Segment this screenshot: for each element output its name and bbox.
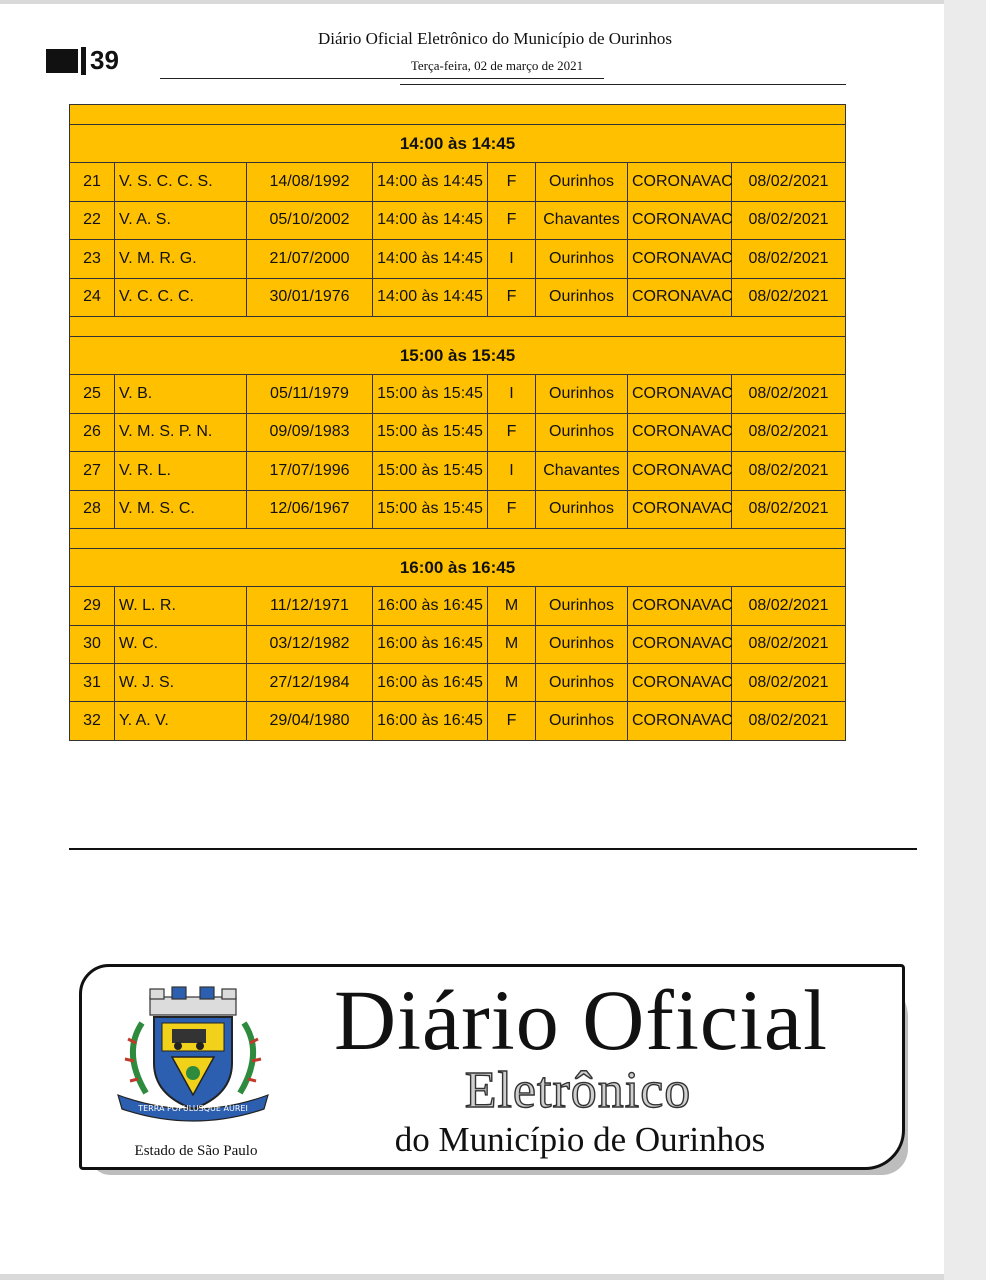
row-vaccine: CORONAVAC xyxy=(628,664,732,702)
group-spacer-row xyxy=(70,316,846,336)
row-city: Ourinhos xyxy=(536,240,628,278)
row-birth-date: 05/10/2002 xyxy=(247,201,373,239)
table-row xyxy=(70,587,846,625)
row-birth-date: 17/07/1996 xyxy=(247,452,373,490)
row-name: V. R. L. xyxy=(115,452,247,490)
table-row xyxy=(70,240,846,278)
banner-municipality: do Município de Ourinhos xyxy=(394,1120,766,1159)
time-slot-header: 14:00 às 14:45 xyxy=(70,125,846,163)
row-date: 08/02/2021 xyxy=(732,201,846,239)
row-sex: F xyxy=(488,163,536,201)
row-city: Ourinhos xyxy=(536,625,628,663)
row-vaccine: CORONAVAC xyxy=(628,240,732,278)
row-name: V. A. S. xyxy=(115,201,247,239)
row-name: W. L. R. xyxy=(115,587,247,625)
row-birth-date: 03/12/1982 xyxy=(247,625,373,663)
row-name: Y. A. V. xyxy=(115,702,247,740)
row-city: Chavantes xyxy=(536,201,628,239)
row-sex: F xyxy=(488,201,536,239)
row-vaccine: CORONAVAC xyxy=(628,625,732,663)
group-spacer-row xyxy=(70,528,846,548)
row-city: Chavantes xyxy=(536,452,628,490)
row-time: 15:00 às 15:45 xyxy=(373,452,488,490)
row-time: 16:00 às 16:45 xyxy=(373,587,488,625)
row-sex: I xyxy=(488,240,536,278)
crest-motto: TERRA POPULUSQUE AUREI xyxy=(138,1104,248,1113)
row-date: 08/02/2021 xyxy=(732,278,846,316)
group-spacer-cell xyxy=(70,316,846,336)
row-date: 08/02/2021 xyxy=(732,163,846,201)
group-spacer-cell xyxy=(70,528,846,548)
row-birth-date: 27/12/1984 xyxy=(247,664,373,702)
time-slot-header-row xyxy=(70,125,846,163)
row-number: 28 xyxy=(70,490,115,528)
row-birth-date: 05/11/1979 xyxy=(247,375,373,413)
row-vaccine: CORONAVAC xyxy=(628,587,732,625)
row-time: 16:00 às 16:45 xyxy=(373,664,488,702)
row-sex: F xyxy=(488,413,536,451)
row-name: V. M. S. P. N. xyxy=(115,413,247,451)
table-row xyxy=(70,413,846,451)
time-slot-header: 15:00 às 15:45 xyxy=(70,336,846,374)
row-number: 27 xyxy=(70,452,115,490)
row-birth-date: 11/12/1971 xyxy=(247,587,373,625)
row-name: V. C. C. C. xyxy=(115,278,247,316)
table-row xyxy=(70,664,846,702)
row-time: 15:00 às 15:45 xyxy=(373,413,488,451)
row-vaccine: CORONAVAC xyxy=(628,375,732,413)
row-number: 31 xyxy=(70,664,115,702)
row-number: 21 xyxy=(70,163,115,201)
row-sex: I xyxy=(488,375,536,413)
page-number-bar xyxy=(81,47,86,75)
row-birth-date: 14/08/1992 xyxy=(247,163,373,201)
row-city: Ourinhos xyxy=(536,490,628,528)
row-city: Ourinhos xyxy=(536,163,628,201)
row-sex: F xyxy=(488,490,536,528)
banner-title: Diário Oficial xyxy=(334,972,828,1068)
row-time: 16:00 às 16:45 xyxy=(373,702,488,740)
row-number: 23 xyxy=(70,240,115,278)
row-number: 26 xyxy=(70,413,115,451)
row-birth-date: 30/01/1976 xyxy=(247,278,373,316)
section-separator xyxy=(69,848,917,850)
table-row xyxy=(70,375,846,413)
time-slot-header: 16:00 às 16:45 xyxy=(70,548,846,586)
row-birth-date: 12/06/1967 xyxy=(247,490,373,528)
row-number: 30 xyxy=(70,625,115,663)
header-rule-top xyxy=(160,78,604,79)
row-date: 08/02/2021 xyxy=(732,413,846,451)
time-slot-header-row xyxy=(70,548,846,586)
row-name: V. M. S. C. xyxy=(115,490,247,528)
row-name: W. C. xyxy=(115,625,247,663)
table-row xyxy=(70,201,846,239)
row-name: V. S. C. C. S. xyxy=(115,163,247,201)
row-city: Ourinhos xyxy=(536,375,628,413)
publication-title: Diário Oficial Eletrônico do Município de Ourinhos xyxy=(317,29,673,48)
row-vaccine: CORONAVAC xyxy=(628,413,732,451)
row-name: V. M. R. G. xyxy=(115,240,247,278)
table-row xyxy=(70,490,846,528)
page-number: 39 xyxy=(90,45,119,75)
banner-subtitle: Eletrônico xyxy=(464,1062,692,1119)
row-time: 16:00 às 16:45 xyxy=(373,625,488,663)
row-sex: I xyxy=(488,452,536,490)
row-date: 08/02/2021 xyxy=(732,375,846,413)
row-birth-date: 21/07/2000 xyxy=(247,240,373,278)
coat-of-arms-icon xyxy=(112,983,274,1123)
row-date: 08/02/2021 xyxy=(732,702,846,740)
table-row xyxy=(70,625,846,663)
time-slot-header-row xyxy=(70,336,846,374)
group-spacer-cell xyxy=(70,105,846,125)
row-number: 22 xyxy=(70,201,115,239)
row-sex: F xyxy=(488,702,536,740)
row-number: 32 xyxy=(70,702,115,740)
table-row xyxy=(70,163,846,201)
table-row xyxy=(70,452,846,490)
row-number: 24 xyxy=(70,278,115,316)
row-birth-date: 29/04/1980 xyxy=(247,702,373,740)
row-vaccine: CORONAVAC xyxy=(628,278,732,316)
row-vaccine: CORONAVAC xyxy=(628,201,732,239)
page-number-marker xyxy=(46,49,78,73)
row-sex: M xyxy=(488,587,536,625)
row-time: 14:00 às 14:45 xyxy=(373,278,488,316)
row-number: 29 xyxy=(70,587,115,625)
row-date: 08/02/2021 xyxy=(732,625,846,663)
vaccination-schedule-table xyxy=(69,104,846,741)
row-time: 14:00 às 14:45 xyxy=(373,201,488,239)
row-date: 08/02/2021 xyxy=(732,452,846,490)
row-number: 25 xyxy=(70,375,115,413)
row-name: V. B. xyxy=(115,375,247,413)
header-rule-bottom xyxy=(400,84,846,85)
row-city: Ourinhos xyxy=(536,587,628,625)
table-row xyxy=(70,278,846,316)
publication-date: Terça-feira, 02 de março de 2021 xyxy=(410,58,584,73)
row-birth-date: 09/09/1983 xyxy=(247,413,373,451)
row-time: 14:00 às 14:45 xyxy=(373,240,488,278)
row-time: 15:00 às 15:45 xyxy=(373,375,488,413)
row-sex: F xyxy=(488,278,536,316)
row-date: 08/02/2021 xyxy=(732,664,846,702)
row-city: Ourinhos xyxy=(536,413,628,451)
row-sex: M xyxy=(488,664,536,702)
row-city: Ourinhos xyxy=(536,664,628,702)
row-vaccine: CORONAVAC xyxy=(628,163,732,201)
row-time: 15:00 às 15:45 xyxy=(373,490,488,528)
row-time: 14:00 às 14:45 xyxy=(373,163,488,201)
group-spacer-row xyxy=(70,105,846,125)
row-city: Ourinhos xyxy=(536,702,628,740)
state-label: Estado de São Paulo xyxy=(134,1143,258,1159)
row-vaccine: CORONAVAC xyxy=(628,490,732,528)
row-name: W. J. S. xyxy=(115,664,247,702)
row-vaccine: CORONAVAC xyxy=(628,702,732,740)
viewer-side-strip xyxy=(944,0,986,1280)
row-date: 08/02/2021 xyxy=(732,240,846,278)
row-date: 08/02/2021 xyxy=(732,490,846,528)
row-city: Ourinhos xyxy=(536,278,628,316)
row-date: 08/02/2021 xyxy=(732,587,846,625)
row-vaccine: CORONAVAC xyxy=(628,452,732,490)
table-row xyxy=(70,702,846,740)
row-sex: M xyxy=(488,625,536,663)
